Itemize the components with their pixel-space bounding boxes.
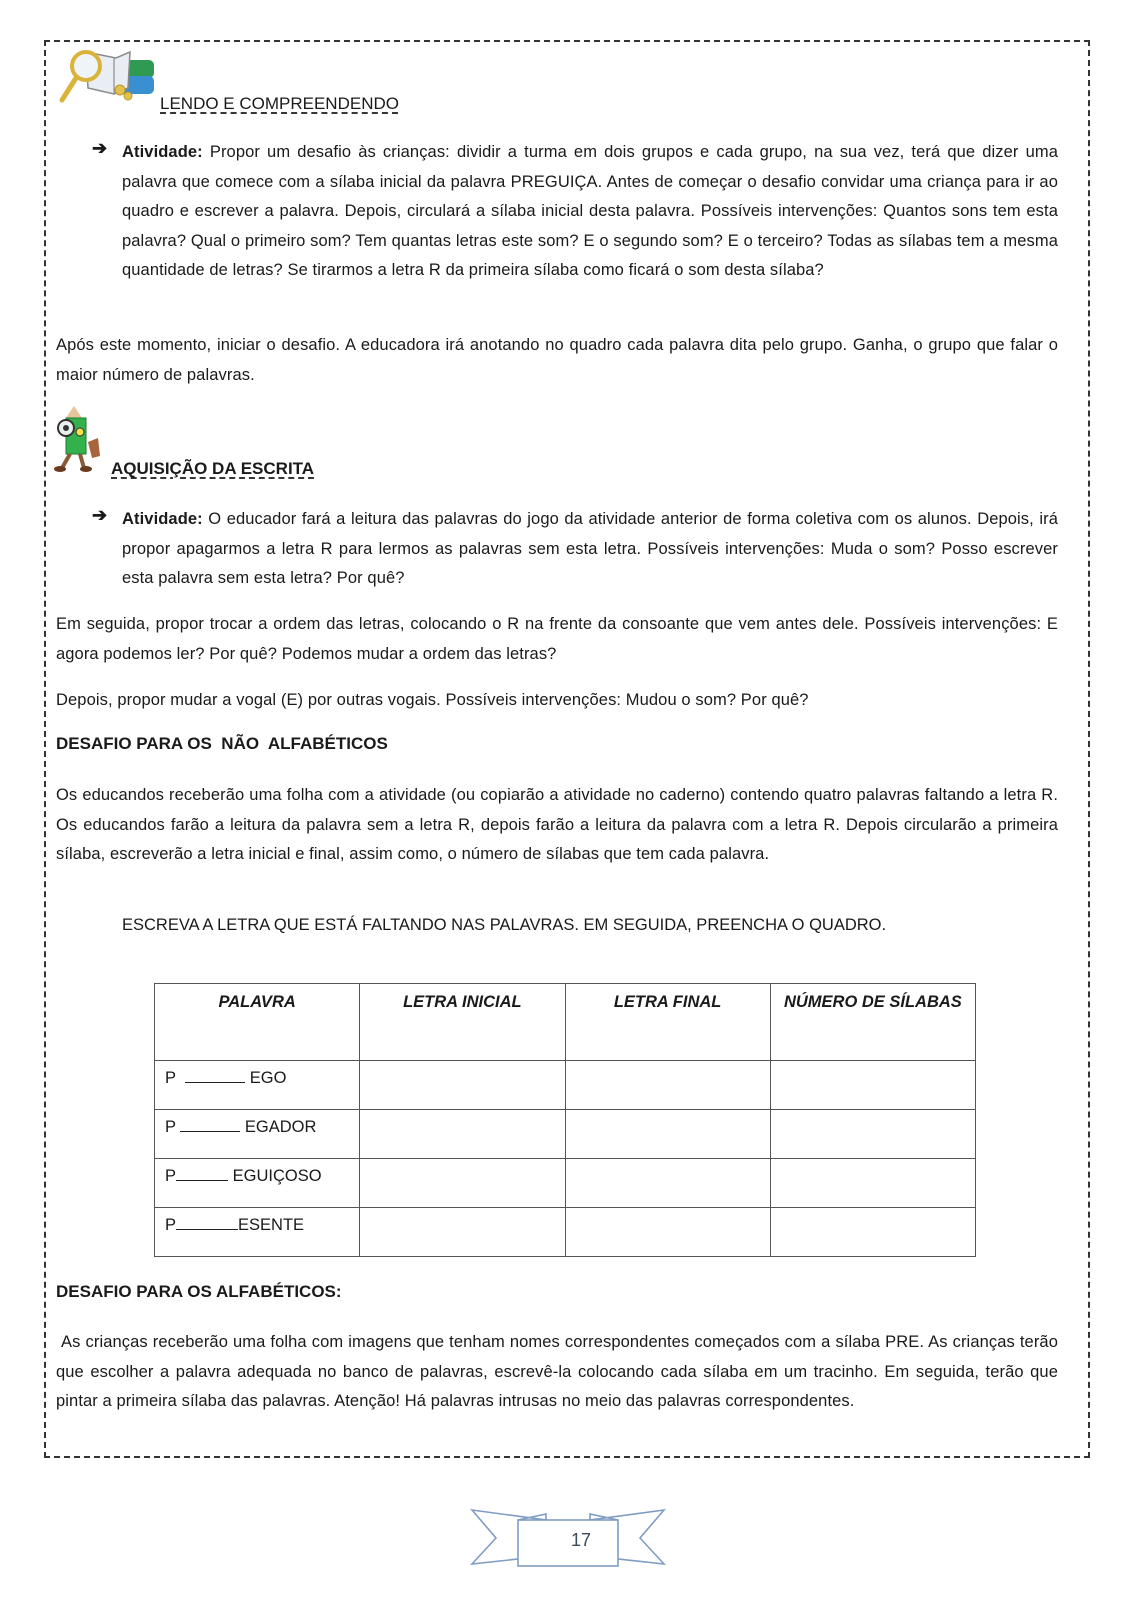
blank-line[interactable] (176, 1166, 228, 1181)
final-letter-cell[interactable] (565, 1208, 770, 1257)
header-letra-inicial: LETRA INICIAL (360, 984, 565, 1061)
final-letter-cell[interactable] (565, 1110, 770, 1159)
paragraph-apos: Após este momento, iniciar o desafio. A educadora irá anotando no quadro cada palavra dita pelo grupo. Ganha, o grupo que falar o maior número de palavras. (56, 336, 1058, 384)
table-header-row (155, 984, 976, 1061)
activity-block-2 (92, 505, 1058, 594)
word-cell: P ESENTE (155, 1208, 360, 1257)
table-row (155, 1159, 976, 1208)
exercise-instruction: ESCREVA A LETRA QUE ESTÁ FALTANDO NAS PALAVRAS. EM SEGUIDA, PREENCHA O QUADRO. (122, 916, 887, 934)
section-title-nao-alfabeticos: DESAFIO PARA OS NÃO ALFABÉTICOS (56, 734, 388, 753)
syllable-count-cell[interactable] (770, 1110, 975, 1159)
word-cell: P EGUIÇOSO (155, 1159, 360, 1208)
header-palavra: PALAVRA (155, 984, 360, 1061)
arrow-right-icon: ➔ (92, 138, 108, 158)
section-title-lendo: LENDO E COMPREENDENDO (160, 94, 399, 113)
word-cell: P EGO (155, 1061, 360, 1110)
pencil-character-icon (52, 404, 108, 474)
syllable-count-cell[interactable] (770, 1208, 975, 1257)
header-numero-silabas: NÚMERO DE SÍLABAS (770, 984, 975, 1061)
final-letter-cell[interactable] (565, 1159, 770, 1208)
syllable-count-cell[interactable] (770, 1159, 975, 1208)
table-row (155, 1110, 976, 1159)
paragraph-criancas: As crianças receberão uma folha com imagens que tenham nomes correspondentes começados com a sílaba PRE. As crianças terão que escolher a palavra adequada no banco de palavras, escrevê-la colocando cada sílaba em um tracinho. Em seguida, terão que pintar a primeira sílaba das palavras. Atenção! Há palavras intrusas no meio das palavras correspondentes. (56, 1333, 1063, 1410)
paragraph-educandos: Os educandos receberão uma folha com a atividade (ou copiarão a atividade no caderno) contendo quatro palavras faltando a letra R. Os educandos farão a leitura da palavra sem a letra R, depois farão a leitura da palavra com a letra R. Depois circularão a primeira sílaba, escreverão a letra inicial e final, assim como, o número de sílabas que tem cada palavra. (56, 786, 1058, 863)
exercise-table (154, 983, 976, 1257)
table-row (155, 1208, 976, 1257)
activity-label: Atividade: (122, 143, 203, 161)
header-letra-final: LETRA FINAL (565, 984, 770, 1061)
word-cell: P EGADOR (155, 1110, 360, 1159)
blank-line[interactable] (180, 1117, 240, 1132)
table-row (155, 1061, 976, 1110)
blank-line[interactable] (176, 1215, 238, 1230)
syllable-count-cell[interactable] (770, 1061, 975, 1110)
section-title-aquisicao: AQUISIÇÃO DA ESCRITA (111, 459, 315, 478)
section-title-alfabeticos: DESAFIO PARA OS ALFABÉTICOS: (56, 1282, 342, 1301)
initial-letter-cell[interactable] (360, 1208, 565, 1257)
activity-block-1 (92, 138, 1058, 286)
paragraph-em-seguida: Em seguida, propor trocar a ordem das letras, colocando o R na frente da consoante que vem antes dele. Possíveis intervenções: E agora podemos ler? Por quê? Podemos mudar a ordem das letras? (56, 615, 1058, 663)
activity-text: O educador fará a leitura das palavras do jogo da atividade anterior de forma coletiva com os alunos. Depois, irá propor apagarmos a letra R para lermos as palavras sem esta letra. Possíveis intervenções: Muda o som? Posso escrever esta palavra sem esta letra? Por quê? (122, 510, 1058, 587)
page-number: 17 (570, 1530, 592, 1550)
initial-letter-cell[interactable] (360, 1159, 565, 1208)
book-magnifier-icon (58, 46, 158, 106)
activity-text: Propor um desafio às crianças: dividir a turma em dois grupos e cada grupo, na sua vez, terá que dizer uma palavra que comece com a sílaba inicial da palavra PREGUIÇA. Antes de começar o desafio convidar uma criança para ir ao quadro e escrever a palavra. Depois, circulará a sílaba inicial desta palavra. Possíveis intervenções: Quantos sons tem esta palavra? Qual o primeiro som? Tem quantas letras este som? E o segundo som? E o terceiro? Todas as sílabas tem a mesma quantidade de letras? Se tirarmos a letra R da primeira sílaba como ficará o som desta sílaba? (122, 143, 1058, 279)
final-letter-cell[interactable] (565, 1061, 770, 1110)
arrow-right-icon: ➔ (92, 505, 108, 525)
blank-line[interactable] (185, 1068, 245, 1083)
activity-label: Atividade: (122, 510, 203, 528)
initial-letter-cell[interactable] (360, 1061, 565, 1110)
paragraph-depois: Depois, propor mudar a vogal (E) por outras vogais. Possíveis intervenções: Mudou o som? Por quê? (56, 691, 809, 709)
initial-letter-cell[interactable] (360, 1110, 565, 1159)
